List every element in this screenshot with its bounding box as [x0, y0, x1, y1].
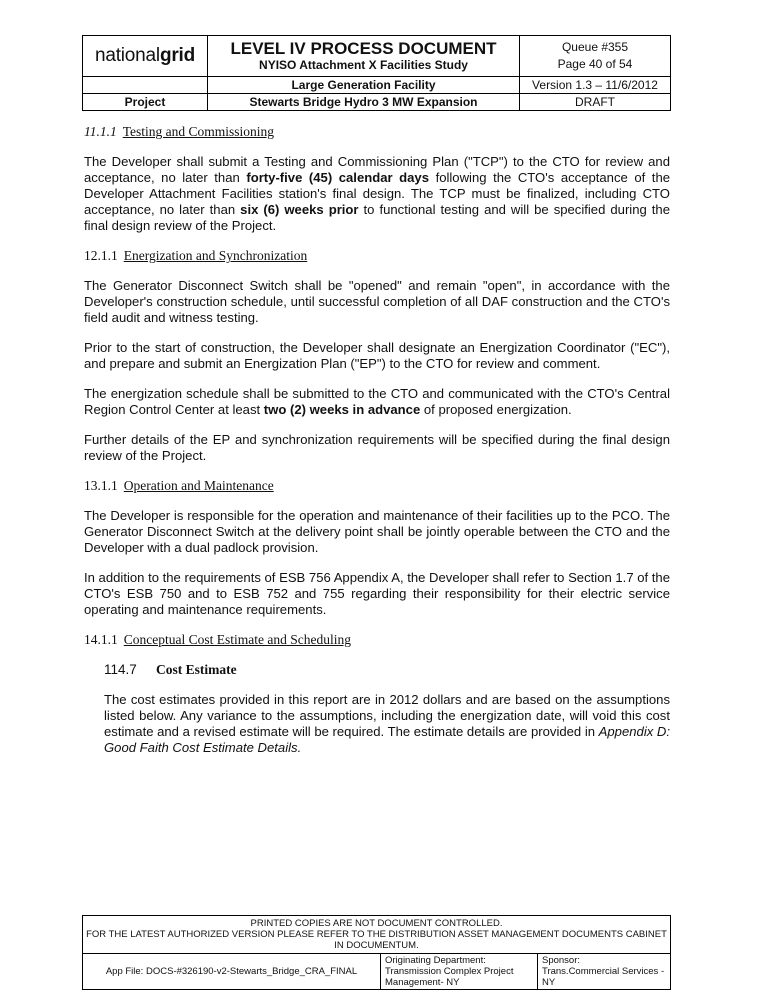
paragraph-energization-coordinator: Prior to the start of construction, the Developer shall designate an Energization Coordinator ("EC"), and prepare and submit an Energization Plan ("EP") to the CTO for review and comment.	[84, 340, 670, 371]
document-header	[82, 35, 671, 111]
document-title-cell	[208, 36, 520, 77]
version-info: Version 1.3 – 11/6/2012	[520, 77, 671, 94]
paragraph-esb-requirements: In addition to the requirements of ESB 756 Appendix A, the Developer shall refer to Section 1.7 of the CTO's ESB 750 and to ESB 752 and 755 regarding their responsibility for their electric service operating and maintenance requirements.	[84, 570, 670, 617]
project-name: Stewarts Bridge Hydro 3 MW Expansion	[208, 94, 520, 111]
paragraph-cost-estimate: The cost estimates provided in this report are in 2012 dollars and are based on the assumptions listed below. Any variance to the assumptions, including the energization date, will void this cost estimate and a revised estimate will be required. The estimate details are provided in Appendix D: Good Faith Cost Estimate Details.	[104, 692, 671, 755]
subsection-heading-cost-estimate: 114.7 Cost Estimate	[104, 662, 237, 677]
company-logo: nationalgrid	[83, 36, 208, 77]
app-file-reference: App File: DOCS-#326190-v2-Stewarts_Bridge_CRA_FINAL	[83, 954, 381, 990]
section-heading-operation: 13.1.1 Operation and Maintenance	[84, 478, 274, 493]
originating-department: Originating Department: Transmission Complex Project Management- NY	[381, 954, 538, 990]
document-status: DRAFT	[520, 94, 671, 111]
document-study-subtitle: NYISO Attachment X Facilities Study	[259, 57, 468, 72]
sponsor: Sponsor: Trans.Commercial Services - NY	[538, 954, 671, 990]
document-body	[84, 124, 670, 770]
section-heading-energization: 12.1.1 Energization and Synchronization	[84, 248, 308, 263]
queue-page-cell	[520, 36, 671, 77]
paragraph-synchronization-details: Further details of the EP and synchronization requirements will be specified during the final design review of the Project.	[84, 432, 670, 463]
paragraph-energization-schedule: The energization schedule shall be submitted to the CTO and communicated with the CTO's Central Region Control Center at least two (2) weeks in advance of proposed energization.	[84, 386, 670, 417]
page-number: Page 40 of 54	[557, 57, 633, 71]
project-label: Project	[83, 94, 208, 111]
paragraph-operation-responsibility: The Developer is responsible for the operation and maintenance of their facilities up to the PCO. The Generator Disconnect Switch at the delivery point shall be jointly operable between the CTO and the Developer with a dual padlock provision.	[84, 508, 670, 555]
facility-type: Large Generation Facility	[208, 77, 520, 94]
document-footer	[82, 915, 671, 990]
controlled-copy-notice: PRINTED COPIES ARE NOT DOCUMENT CONTROLLED. FOR THE LATEST AUTHORIZED VERSION PLEASE REFER TO THE DISTRIBUTION ASSET MANAGEMENT DOCUMENTS CABINET IN DOCUMENTUM.	[83, 916, 671, 954]
paragraph-tcp: The Developer shall submit a Testing and Commissioning Plan ("TCP") to the CTO for review and acceptance, no later than forty-five (45) calendar days following the CTO's acceptance of the Developer Attachment Facilities station's final design. The TCP must be finalized, including CTO acceptance, no later than six (6) weeks prior to functional testing and will be specified during the final design review of the Project.	[84, 154, 671, 233]
section-heading-cost: 14.1.1 Conceptual Cost Estimate and Scheduling	[84, 632, 351, 647]
paragraph-disconnect-switch: The Generator Disconnect Switch shall be "opened" and remain "open", in accordance with the Developer's construction schedule, until successful completion of all DAF construction and the CTO's field audit and witness testing.	[84, 278, 670, 325]
header-blank-cell	[83, 77, 208, 94]
section-heading-testing: 11.1.1 Testing and Commissioning	[84, 124, 275, 139]
document-level-title: LEVEL IV PROCESS DOCUMENT	[230, 38, 497, 58]
queue-number: Queue #355	[561, 40, 629, 54]
